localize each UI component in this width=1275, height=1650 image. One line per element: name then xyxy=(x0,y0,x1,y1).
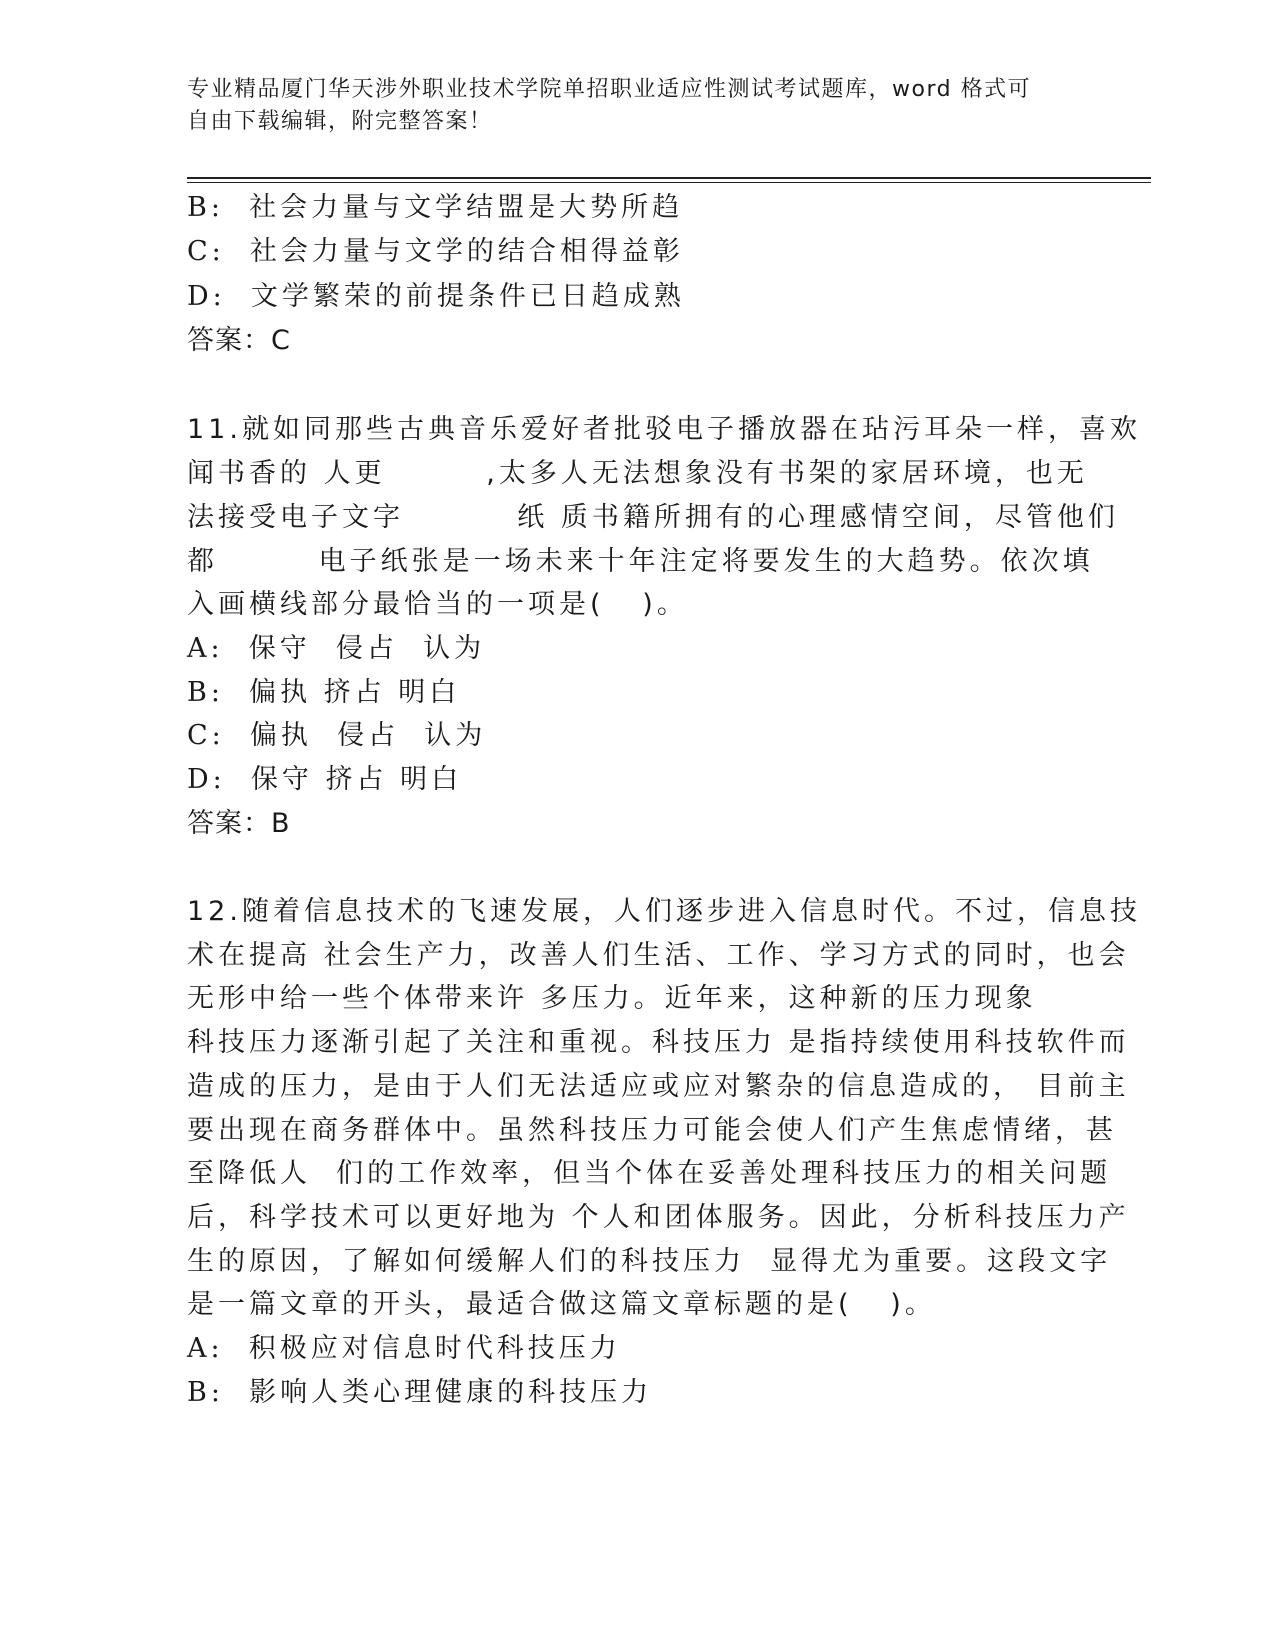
q12-text-line-6: 要出现在商务群体中。虽然科技压力可能会使人们产生焦虑情绪，甚 xyxy=(187,1115,1117,1146)
q11-text-line-4: 都 电子纸张是一场未来十年注定将要发生的大趋势。依次填 xyxy=(187,546,1094,577)
q11-option-c: C: 偏执 侵占 认为 xyxy=(187,720,487,751)
q12-text-line-1: 12.随着信息技术的飞速发展，人们逐步进入信息时代。不过，信息技 xyxy=(187,896,1141,927)
q11-option-b: B: 偏执 挤占 明白 xyxy=(187,677,461,708)
q12-text-line-2: 术在提高 社会生产力，改善人们生活、工作、学习方式的同时，也会 xyxy=(187,940,1130,971)
q11-answer: 答案：B xyxy=(187,808,291,839)
q11-text-line-2: 闻书香的 人更 ,太多人无法想象没有书架的家居环境，也无 xyxy=(187,458,1088,489)
q12-text-line-3: 无形中给一些个体带来许 多压力。近年来，这种新的压力现象 xyxy=(187,983,1037,1014)
q12-text-line-10: 是一篇文章的开头，最适合做这篇文章标题的是( )。 xyxy=(187,1289,936,1320)
header-divider-thick xyxy=(187,177,1151,179)
q11-text-line-3: 法接受电子文字 纸 质书籍所拥有的心理感情空间，尽管他们 xyxy=(187,502,1119,533)
q10-answer: 答案：C xyxy=(187,325,291,356)
q11-option-a: A: 保守 侵占 认为 xyxy=(187,633,486,664)
q12-option-b: B: 影响人类心理健康的科技压力 xyxy=(187,1377,653,1408)
q10-option-d: D: 文学繁荣的前提条件已日趋成熟 xyxy=(187,281,685,312)
q11-text-line-5: 入画横线部分最恰当的一项是( )。 xyxy=(187,589,688,620)
header-line-1: 专业精品厦门华天涉外职业技术学院单招职业适应性测试考试题库，word 格式可 xyxy=(187,77,1032,102)
header-divider-thin xyxy=(187,182,1151,183)
q11-text-line-1: 11.就如同那些古典音乐爱好者批驳电子播放器在玷污耳朵一样，喜欢 xyxy=(187,414,1141,445)
q11-option-d: D: 保守 挤占 明白 xyxy=(187,764,463,795)
q10-option-b: B: 社会力量与文学结盟是大势所趋 xyxy=(187,192,684,223)
q12-text-line-9: 生的原因，了解如何缓解人们的科技压力 显得尤为重要。这段文字 xyxy=(187,1246,1112,1277)
q12-text-line-5: 造成的压力，是由于人们无法适应或应对繁杂的信息造成的， 目前主 xyxy=(187,1071,1130,1102)
q12-option-a: A: 积极应对信息时代科技压力 xyxy=(187,1333,621,1364)
header-line-2: 自由下载编辑，附完整答案！ xyxy=(187,109,493,134)
q10-option-c: C: 社会力量与文学的结合相得益彰 xyxy=(187,236,684,267)
q12-text-line-4: 科技压力逐渐引起了关注和重视。科技压力 是指持续使用科技软件而 xyxy=(187,1027,1130,1058)
q12-text-line-8: 后，科学技术可以更好地为 个人和团体服务。因此，分析科技压力产 xyxy=(187,1202,1130,1233)
document-header xyxy=(187,74,1067,138)
q12-text-line-7: 至降低人 们的工作效率，但当个体在妥善处理科技压力的相关问题 xyxy=(187,1158,1112,1189)
